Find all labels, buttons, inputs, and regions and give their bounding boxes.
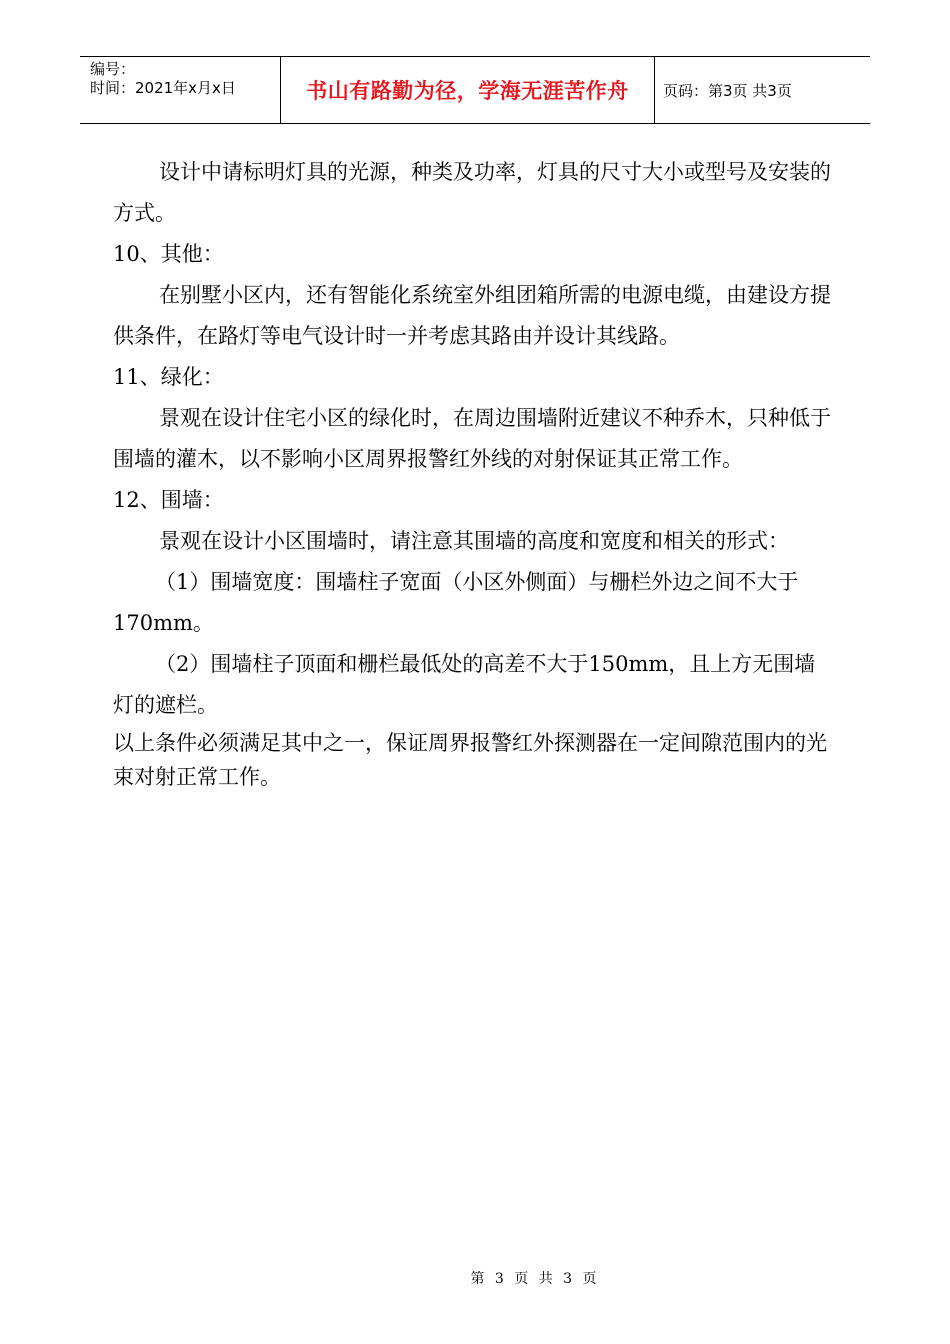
list-item-wall-width: （1）围墙宽度：围墙柱子宽面（小区外侧面）与栅栏外边之间不大于170mm。	[113, 570, 799, 635]
section-heading-12: 12、围墙：	[113, 488, 224, 512]
paragraph-other: 在别墅小区内，还有智能化系统室外组团箱所需的电源电缆，由建设方提供条件，在路灯等电气设计时一并考虑其路由并设计其线路。	[113, 283, 831, 348]
section-heading-11: 11、绿化：	[113, 365, 224, 389]
paragraph-conclusion: 以上条件必须满足其中之一，保证周界报警红外探测器在一定间隙范围内的光束对射正常工作。	[113, 731, 827, 789]
header-motto: 书山有路勤为径，学海无涯苦作舟	[281, 57, 655, 123]
number-label: 编号：	[90, 60, 136, 78]
page-footer: 第 3 页 共 3 页	[470, 1271, 600, 1287]
list-item-wall-height: （2）围墙柱子顶面和栅栏最低处的高差不大于150mm，且上方无围墙灯的遮栏。	[113, 652, 816, 717]
time-label: 时间：2021年x月x日	[90, 79, 236, 97]
header-page-label: 页码：第3页 共3页	[663, 81, 792, 100]
paragraph-lighting: 设计中请标明灯具的光源，种类及功率，灯具的尺寸大小或型号及安装的方式。	[113, 160, 831, 225]
paragraph-greening: 景观在设计住宅小区的绿化时，在周边围墙附近建议不种乔木，只种低于围墙的灌木，以不影响小区周界报警红外线的对射保证其正常工作。	[113, 406, 831, 471]
document-body	[113, 152, 833, 794]
paragraph-wall: 景观在设计小区围墙时，请注意其围墙的高度和宽度和相关的形式：	[159, 529, 789, 553]
header-meta	[80, 57, 281, 123]
document-header	[80, 56, 870, 124]
section-heading-10: 10、其他：	[113, 242, 224, 266]
